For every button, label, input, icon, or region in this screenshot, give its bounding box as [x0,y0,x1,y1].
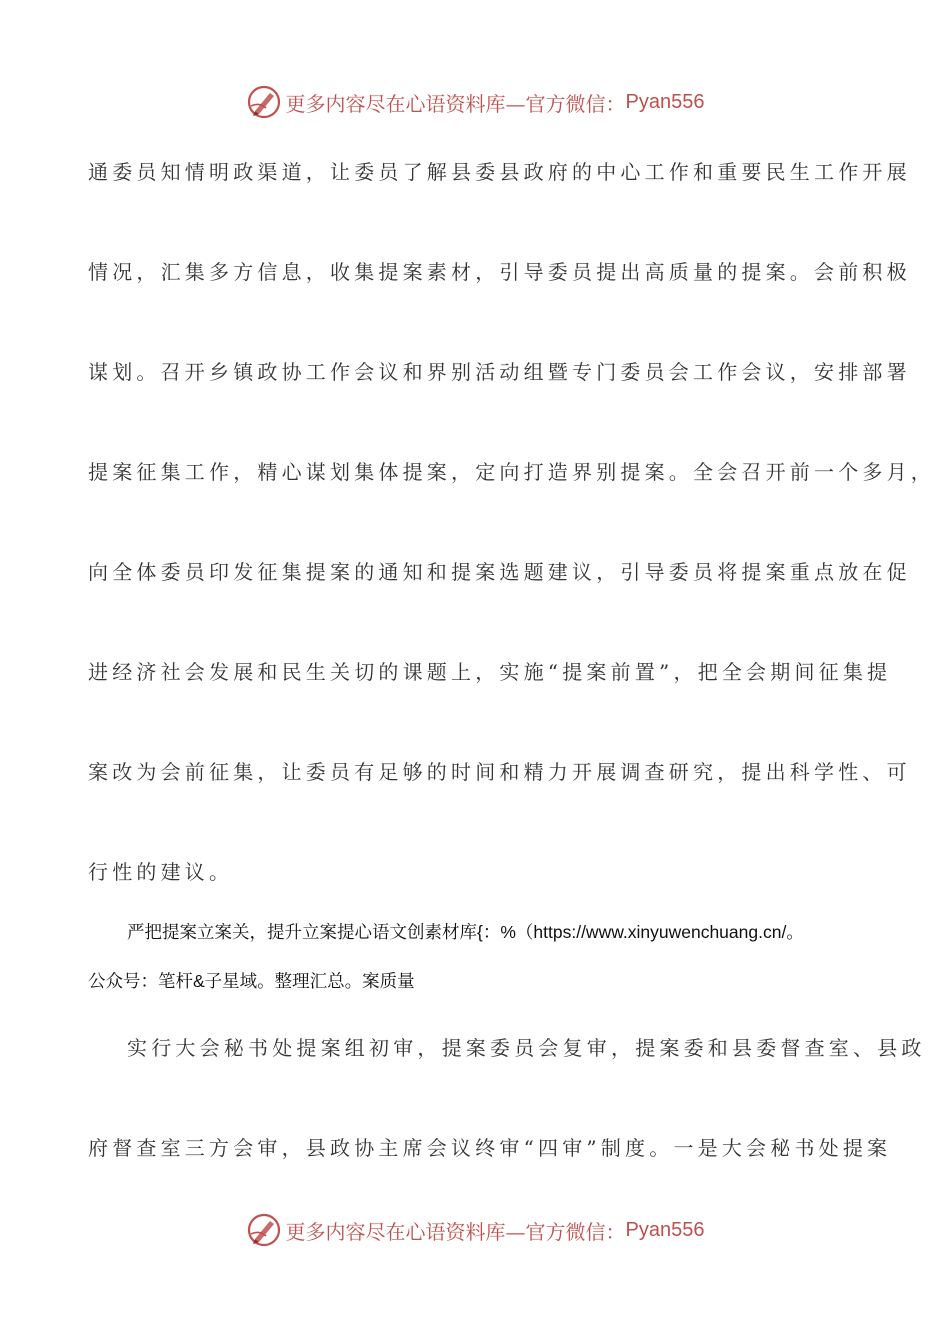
paragraph-line: 情况，汇集多方信息，收集提案素材，引导委员提出高质量的提案。会前积极 [88,260,911,284]
pen-logo-icon [246,1212,282,1248]
footer-banner [0,1208,950,1252]
paragraph-line: 案改为会前征集，让委员有足够的时间和精力开展调查研究，提出科学性、可 [88,760,911,784]
wechat-id: Pyan556 [625,1218,705,1241]
section-heading-continued: 公众号：笔杆&子星域。整理汇总。案质量 [88,971,415,991]
paragraph-line: 通委员知情明政渠道，让委员了解县委县政府的中心工作和重要民生工作开展 [88,160,911,184]
banner-text: 更多内容尽在心语资料库—官方微信： [285,91,626,116]
paragraph-line: 实行大会秘书处提案组初审，提案委员会复审，提案委和县委督查室、县政 [127,1036,926,1060]
paragraph-line: 向全体委员印发征集提案的通知和提案选题建议，引导委员将提案重点放在促 [88,560,911,584]
section-heading: 严把提案立案关，提升立案提心语文创素材库{：%（https://www.xinyuwenchuang.cn/。 [127,922,804,942]
paragraph-line: 行性的建议。 [88,860,234,884]
paragraph-line: 进经济社会发展和民生关切的课题上，实施“提案前置”，把全会期间征集提 [88,660,892,684]
header-banner [0,80,950,124]
banner-text: 更多内容尽在心语资料库—官方微信： [285,1219,626,1244]
paragraph-line: 提案征集工作，精心谋划集体提案，定向打造界别提案。全会召开前一个多月， [88,460,935,484]
wechat-id: Pyan556 [625,90,705,113]
paragraph-line: 府督查室三方会审，县政协主席会议终审“四审”制度。一是大会秘书处提案 [88,1136,892,1160]
paragraph-line: 谋划。召开乡镇政协工作会议和界别活动组暨专门委员会工作会议，安排部署 [88,360,911,384]
pen-logo-icon [246,84,282,120]
